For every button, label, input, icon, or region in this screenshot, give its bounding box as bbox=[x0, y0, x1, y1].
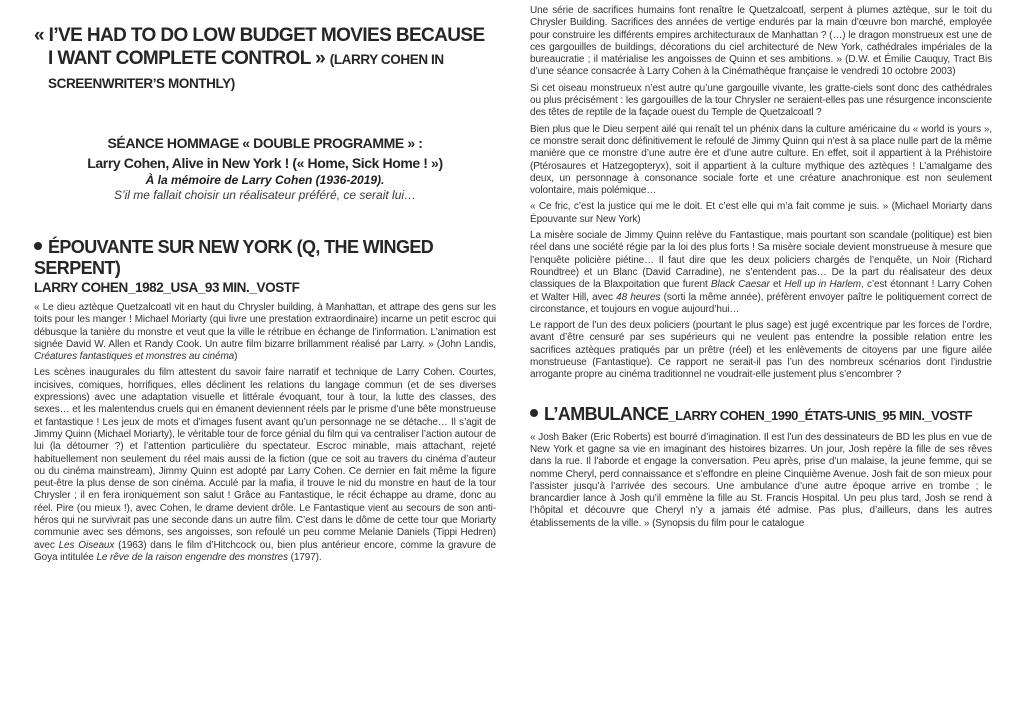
p5-italic-3: 48 heures bbox=[616, 291, 661, 303]
right-paragraph-5 bbox=[530, 230, 992, 316]
film2-title: L’AMBULANCE bbox=[544, 403, 669, 424]
film2-synopsis: « Josh Baker (Eric Roberts) est bourré d’imagination. Il est l’un des dessinateurs de BD les plus en vue de New York et gagne sa vie en imaginant des histoires bizarres. Un jour, Josh repère la fille de ses rêves dans la rue. Il l’aborde et engage la conversation. Peu après, prise d’un malaise, la jeune femme, qui se nomme Cheryl, perd connaissance et s’effondre en pleine Cinquième Avenue. Josh fait de son mieux pour l’assister jusqu’à l’arrivée des secours. Une ambulance d’une autre époque arrive en trombe ; le brancardier lance à Josh qu’il emmène la fille au St. Francis Hospital. Un peu plus tard, Josh se rend à l’hôpital et découvre que Cheryl n’y a jamais été admise. Pas plus, d’ailleurs, dans les autres établissements de la ville. » (Synopsis du film pour le catalogue bbox=[530, 431, 992, 529]
film1-quote-end: ) bbox=[234, 351, 238, 363]
seance-title: SÉANCE HOMMAGE « DOUBLE PROGRAMME » : bbox=[107, 135, 423, 151]
p5-c: , c’est étonnant ! Larry Cohen et Walter Hill, avec bbox=[530, 279, 992, 303]
right-paragraph-6: Le rapport de l’un des deux policiers (pourtant le plus sage) est jugé excentrique par les forces de l’ordre, avant d’être censuré par ses supérieurs qui ne veulent pas entendre la possible relation entre les sacrifices aztèques pratiqués par un prêtre (réel) et les enlèvements de citoyens par une figure ailée monstrueuse (Fantastique). Ce rapport ne serait-il pas l’un des nombreux scénarios dont l’industrie arrogante propre au cinéma traditionnel ne voudrait-elle justement plus s’encombrer ? bbox=[530, 320, 992, 381]
film2-credits: _LARRY COHEN_1990_ÉTATS-UNIS_95 MIN._VOSTF bbox=[668, 407, 973, 423]
bullet-icon bbox=[530, 409, 538, 417]
film1-para-italic-2: Le rêve de la raison engendre des monstres bbox=[96, 551, 288, 563]
film1-credits: LARRY COHEN_1982_USA_93 MIN._VOSTF bbox=[34, 280, 300, 295]
quote-source-2: SCREENWRITER’S MONTHLY) bbox=[48, 76, 235, 91]
quote-line-2: I WANT COMPLETE CONTROL » bbox=[48, 48, 326, 69]
p5-a: La misère sociale de Jimmy Quinn relève du Fantastique, mais pourtant son scandale (politique) est bien réel dans une société régie par la loi des plus forts ! Sa misère sociale devient monstrueuse à mesure que l’enquête policière piétine… Il faut dire que les deux policiers chargés de l’enquête, un Noir (Richard Roundtree) et un Blanc (David Carradine), ne s’entendent pas… De la part du réalisateur des deux classiques de la Blaxpoitation que furent bbox=[530, 230, 992, 291]
film1-quote-text: « Le dieu aztèque Quetzalcoatl vit en haut du Chrysler building, à Manhattan, et attrape des gens sur les toits pour les manger ! Michael Moriarty (qui livre une prestation extraordinaire) incarne un petit escroc qui débusque la tanière du monstre et veut que la ville le rétribue en échange de l’information. L’animation est signée David W. Allen et Randy Cook. Un autre film bizarre brillamment réalisé par Larry. » (John Landis, bbox=[34, 302, 496, 350]
p5-italic-1: Black Caesar bbox=[710, 279, 770, 291]
film2-heading bbox=[530, 404, 992, 426]
right-paragraph-1: Une série de sacrifices humains font renaître le Quetzalcoatl, serpent à plumes aztèque, sur le toit du Chrysler Building. Sacrifices des années de vertige endurés par la main d’œuvre bon marché, employée pour construire les différents empires architecturaux de Manhattan ? (…) le dragon monstrueux est une de ces gargouilles de buildings, décorations du ciel architecturé de New York, cathédrales impériales de la bureaucratie ; il matérialise les angoisses de Quinn et ses ambitions. » (D.W. et Émilie Cauquy, Tract Bis d’une séance consacrée à Larry Cohen à la Cinémathèque française le vendredi 10 octobre 2003) bbox=[530, 5, 992, 78]
right-paragraph-4: « Ce fric, c’est la justice qui me le doit. Et c’est elle qui m’a fait comme je suis. » (Michael Moriarty dans Épouvante sur New York) bbox=[530, 201, 992, 225]
film1-title: ÉPOUVANTE SUR NEW YORK (Q, THE WINGED SERPENT) bbox=[34, 237, 434, 278]
film1-quote bbox=[34, 302, 496, 363]
quote-source: (LARRY COHEN IN bbox=[329, 52, 444, 67]
right-column bbox=[530, 5, 992, 530]
right-paragraph-2: Si cet oiseau monstrueux n’est autre qu’une gargouille vivante, les gratte-ciels sont donc des cathédrales ou plus précisément : les gargouilles de la tour Chrysler ne seraient-elles pas une résurgence inconsciente des têtes de reptile de la façade ouest du Temple de Quetzalcoatl ? bbox=[530, 82, 992, 119]
seance-block bbox=[34, 133, 496, 203]
film1-paragraph bbox=[34, 367, 496, 564]
right-body bbox=[530, 5, 992, 382]
film1-heading bbox=[34, 237, 496, 296]
bullet-icon bbox=[34, 242, 42, 250]
left-column bbox=[34, 0, 496, 564]
film1-para-text: Les scènes inaugurales du film attestent du savoir faire narratif et technique de Larry Cohen. Courtes, incisives, comiques, horrifiques, elles déclinent les relations du langage commun (et de ses diverses expressions) avec une adaptation visuelle et littérale évoquant, tour à tour, la lutte des classes, des sexes… et les malentendus cruels qui en émanent deviennent réels par le prisme d’une bête monstrueuse et fantastique ! Les jeux de mots et d’images fusent avant qu’un personnage ne se détache… Il s’agit de Jimmy Quinn (Michael Moriarty), le véritable tour de force génial du film qui va centraliser l’action autour de lui (la détourner ?) et l’attention particulière du spectateur. Escroc minable, mais attachant, rejeté habituellement non seulement du réel mais aussi de la fiction (que ce soit au travers du cinéma d’auteur ou du cinéma mainstream), Jimmy Quinn est adopté par Larry Cohen. Ce dernier en fait même la figure peut-être la plus dense de son cinéma. Acculé par la mafia, il trouve le nid du monstre en haut de la tour Chrysler ; il en fera ironiquement son salut ! Grâce au Fantastique, le récit échappe au drame, donc au réel. Pire (ou mieux !), avec Cohen, le drame devient drôle. Le Fantastique vient au secours de son anti-héros qui ne survivrait pas une seconde dans un autre film. C’est dans le dôme de cette tour que Moriarty communie avec ses démons, ses angoisses, son refoulé un peu comme Melanie Daniels (Tippi Hedren) avec bbox=[34, 367, 496, 551]
seance-memorial: À la mémoire de Larry Cohen (1936-2019). bbox=[145, 173, 385, 187]
p5-italic-2: Hell up in Harlem bbox=[784, 279, 862, 291]
right-paragraph-3: Bien plus que le Dieu serpent ailé qui renaît tel un phénix dans la culture américaine du « world is yours », ce monstre serait donc définitivement le refoulé de Jimmy Quinn qui n’est à sa place nulle part de la même manière que ce monstre d’une autre ère et d’une autre culture. En effet, soit il appartient à la Préhistoire (Ptérosaures et Hatzegopteryx), soit il appartient à la culture mythique des aztèques ! L’amalgame des deux, un personnage à consonance sociale forte et une créature anachronique est non seulement volontaire, mais polémique… bbox=[530, 123, 992, 197]
film1-quote-source: Créatures fantastiques et monstres au cinéma bbox=[34, 351, 235, 363]
film1-para-mid: (1963) dans le film d’Hitchcock ou, bien plus antérieur encore, comme la gravure de Goya intitulée bbox=[34, 539, 496, 563]
p5-d: (sorti la même année), préfèrent envoyer paître le politiquement correct de circonstance, et toujours en vogue aujourd’hui… bbox=[530, 291, 992, 315]
film1-para-end: (1797). bbox=[287, 551, 322, 563]
film1-para-italic-1: Les Oiseaux bbox=[58, 539, 115, 551]
quote-headline bbox=[34, 24, 496, 95]
film1-body bbox=[34, 302, 496, 564]
seance-subtitle: Larry Cohen, Alive in New York ! (« Home, Sick Home ! ») bbox=[87, 155, 443, 171]
quote-line-1: « I’VE HAD TO DO LOW BUDGET MOVIES BECAUSE bbox=[34, 25, 485, 46]
seance-tagline: S’il me fallait choisir un réalisateur préféré, ce serait lui… bbox=[113, 188, 417, 202]
film2-body bbox=[530, 432, 992, 530]
p5-b: et bbox=[769, 279, 785, 291]
